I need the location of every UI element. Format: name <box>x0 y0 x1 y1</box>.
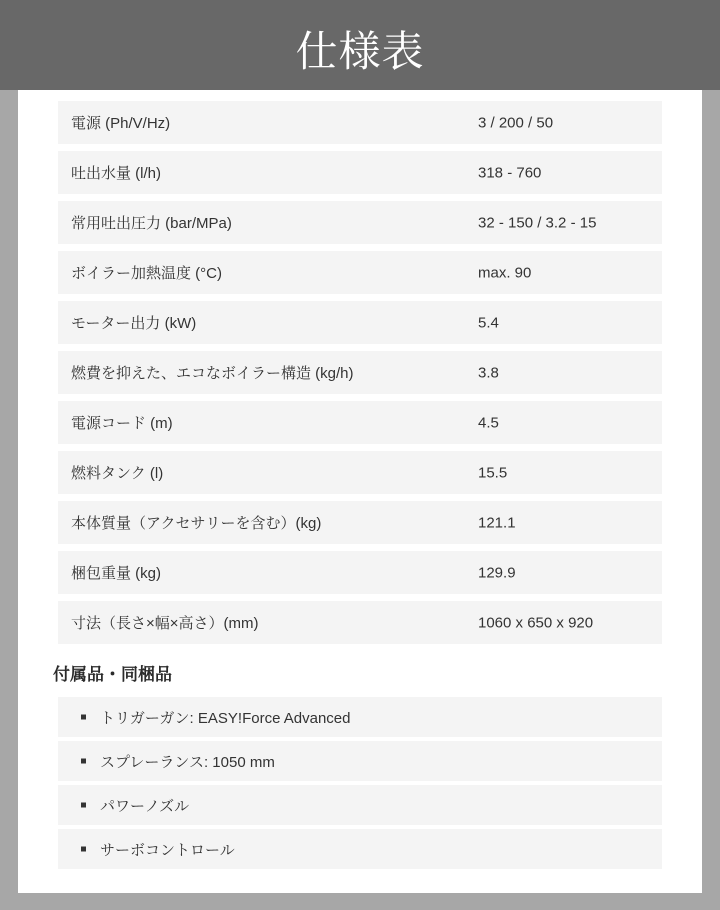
spec-row <box>58 501 662 544</box>
spec-value: 15.5 <box>478 464 508 481</box>
spec-label: 本体質量（アクセサリーを含む）(kg) <box>71 515 322 532</box>
spec-value: 318 - 760 <box>478 164 542 181</box>
spec-label: 電源コード (m) <box>71 415 173 432</box>
bullet-square-icon <box>81 759 86 764</box>
bullet-square-icon <box>81 847 86 852</box>
spec-value: 32 - 150 / 3.2 - 15 <box>478 214 597 231</box>
spec-label: 梱包重量 (kg) <box>71 565 162 582</box>
spec-label: 電源 (Ph/V/Hz) <box>71 115 171 132</box>
spec-row <box>58 301 662 344</box>
spec-label: 吐出水量 (l/h) <box>71 165 162 182</box>
accessories-list <box>18 697 702 869</box>
spec-value: 3 / 200 / 50 <box>478 114 554 131</box>
page-title: 仕様表 <box>295 28 425 75</box>
spec-row <box>58 101 662 144</box>
spec-value: max. 90 <box>478 264 532 281</box>
spec-row <box>58 401 662 444</box>
list-item-text: スプレーランス: 1050 mm <box>100 753 275 771</box>
spec-row <box>58 601 662 644</box>
spec-row <box>58 201 662 244</box>
list-item <box>58 785 662 825</box>
list-item <box>58 741 662 781</box>
spec-row <box>58 351 662 394</box>
spec-row <box>58 451 662 494</box>
list-item-text: トリガーガン: EASY!Force Advanced <box>100 709 351 727</box>
list-item-text: サーボコントロール <box>100 841 235 859</box>
list-item <box>58 829 662 869</box>
spec-value: 129.9 <box>478 564 516 581</box>
bullet-square-icon <box>81 715 86 720</box>
spec-label: モーター出力 (kW) <box>71 315 197 332</box>
spec-label: 燃費を抑えた、エコなボイラー構造 (kg/h) <box>71 365 354 382</box>
spec-label: 燃料タンク (l) <box>71 465 164 482</box>
spec-value: 4.5 <box>478 414 499 431</box>
spec-value: 121.1 <box>478 514 516 531</box>
spec-value: 1060 x 650 x 920 <box>478 614 594 631</box>
spec-value: 3.8 <box>478 364 499 381</box>
spec-value: 5.4 <box>478 314 499 331</box>
bullet-square-icon <box>81 803 86 808</box>
content-area <box>18 90 702 893</box>
spec-header-bar <box>0 0 720 90</box>
spec-label: ボイラー加熱温度 (°C) <box>71 265 222 282</box>
accessories-heading: 付属品・同梱品 <box>53 665 172 684</box>
spec-row <box>58 551 662 594</box>
spec-label: 常用吐出圧力 (bar/MPa) <box>71 215 232 232</box>
spec-row <box>58 251 662 294</box>
list-item <box>58 697 662 737</box>
spec-table <box>18 90 702 644</box>
list-item-text: パワーノズル <box>100 797 190 815</box>
spec-label: 寸法（長さ×幅×高さ）(mm) <box>71 615 259 632</box>
spec-row <box>58 151 662 194</box>
